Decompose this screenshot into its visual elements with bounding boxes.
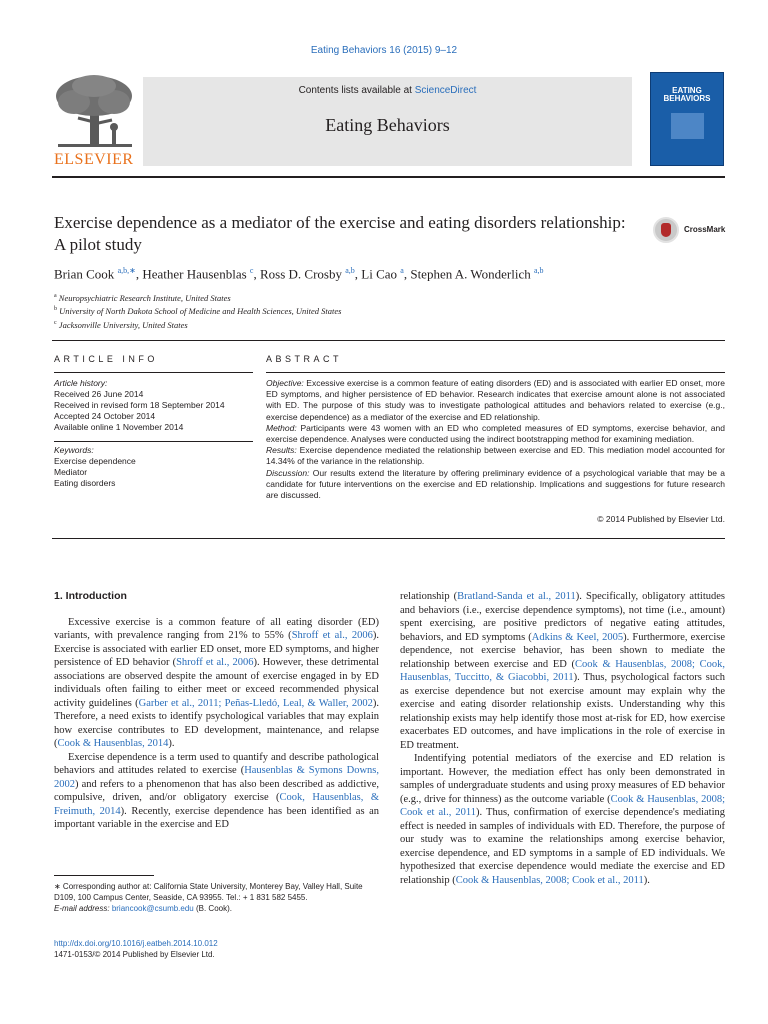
affiliation-item xyxy=(54,318,554,331)
author-name[interactable]: , Ross D. Crosby xyxy=(253,266,346,282)
author-affiliation-mark[interactable]: a xyxy=(400,266,404,275)
body-text: ). Specifically, obligatory attitudes and behaviors (i.e., exercise dependence symptoms), not time (i.e., amount) spent exercising, are positive predictors of negative eating attitudes, behaviors, and ED symptoms ( xyxy=(400,591,726,643)
crossmark-label: CrossMark xyxy=(684,225,726,234)
method-label: Method: xyxy=(266,422,297,433)
citation-link[interactable]: Bratland-Sanda et al., 2011 xyxy=(457,591,576,602)
affiliation-text: University of North Dakota School of Medicine and Health Sciences, United States xyxy=(57,306,342,317)
body-text: Excessive exercise is a common feature of all eating disorder (ED) variants, with prevalence ranging from 21% to 55% ( xyxy=(54,616,379,641)
journal-name[interactable]: Eating Behaviors xyxy=(325,115,450,135)
affiliation-text: Jacksonville University, United States xyxy=(56,319,188,330)
author-name[interactable]: , Li Cao xyxy=(354,266,401,282)
cover-title-line-1: EATING xyxy=(672,86,702,95)
contents-line xyxy=(143,85,632,96)
article-title: Exercise dependence as a mediator of the exercise and eating disorders relationship: A pilot study xyxy=(54,213,626,254)
body-text: ). Thus, confirmation of exercise dependence's mediating effect is needed in samples of individuals with ED. Therefore, the purpose of our study was to examine the relationships among exercise behavior, exercise dependence, and ED symptoms in a sample of ED individuals. We hypothesized that exercise dependence would mediate the exercise and ED relationship ( xyxy=(400,807,725,886)
section-heading-introduction: 1. Introduction xyxy=(54,590,127,602)
author-affiliation-mark[interactable]: a,b xyxy=(345,266,355,275)
footnote-mark: ∗ xyxy=(54,882,61,891)
citation-link[interactable]: Garber et al., 2011; Peñas-Lledó, Leal, & Waller, 2002 xyxy=(138,697,373,709)
body-text: Indentifying potential mediators of the exercise and ED relation is important. However, the mediation effect has only been demonstrated in samples of undergraduate students and using proxy measures of ED behavior (e.g., drive for thinness) as the outcome variable ( xyxy=(400,753,725,805)
corresponding-author-footnote xyxy=(54,882,384,914)
history-label: Article history: xyxy=(54,378,108,388)
body-text: ). Furthermore, exercise dependence, not exercise behavior, has been shown to mediate the relationship between exercise and ED ( xyxy=(400,631,726,670)
body-column-right xyxy=(400,590,725,887)
objective-label: Objective: xyxy=(266,378,304,388)
keyword-item: Eating disorders xyxy=(54,478,116,488)
keywords-rule xyxy=(54,441,253,442)
citation-link[interactable]: Cook & Hausenblas, 2008; Cook et al., 2011 xyxy=(455,874,644,886)
citation-link[interactable]: Cook & Hausenblas, 2008; Cook, Hausenblas, Tuccitto, & Giacobbi, 2011 xyxy=(400,658,725,683)
journal-cover-image[interactable] xyxy=(650,72,724,166)
cover-title-line-2: BEHAVIORS xyxy=(663,94,711,103)
citation-link[interactable]: Shroff et al., 2006 xyxy=(176,657,254,668)
author-affiliation-mark[interactable]: a,b,∗ xyxy=(117,266,136,275)
elsevier-tree-logo[interactable] xyxy=(52,72,137,167)
author-affiliation-mark[interactable]: c xyxy=(249,266,254,275)
citation-link[interactable]: Hausenblas & Symons Downs, 2002 xyxy=(54,765,379,790)
author-list xyxy=(54,266,714,282)
history-item: Received in revised form 18 September 2014 xyxy=(54,400,225,410)
author-name[interactable]: , Stephen A. Wonderlich xyxy=(403,266,534,282)
body-text: ). However, these detrimental associations are observed despite the amount of exercise engaged in by ED individuals often failing to either meet or exceed recommended physical activity guidelines ( xyxy=(54,657,380,709)
masthead-divider xyxy=(52,176,725,178)
body-text: ) and refers to a phenomenon that has also been described as addictive, compulsive, driven, and/or obligatory exercise ( xyxy=(54,778,379,803)
body-text: ). xyxy=(643,874,650,886)
abstract-rule xyxy=(266,372,725,373)
elsevier-wordmark: ELSEVIER xyxy=(54,151,134,168)
keyword-item: Mediator xyxy=(54,467,88,477)
citation-link[interactable]: Cook & Hausenblas, 2008; Cook et al., 2011 xyxy=(400,793,725,818)
discussion-label: Discussion: xyxy=(266,467,310,478)
citation-link[interactable]: Shroff et al., 2006 xyxy=(291,630,373,641)
footnote-rule xyxy=(54,875,154,876)
history-item: Accepted 24 October 2014 xyxy=(54,411,156,421)
affiliation-mark: b xyxy=(54,306,57,313)
page-footer xyxy=(54,939,384,960)
citation-link[interactable]: Cook, Hausenblas, & Freimuth, 2014 xyxy=(54,792,379,817)
author-name[interactable]: Brian Cook xyxy=(54,266,118,282)
affiliation-text: Neuropsychiatric Research Institute, United States xyxy=(56,292,231,303)
body-text: ). Recently, exercise dependence has been identified as an important variable in the exercise and ED xyxy=(54,805,380,830)
body-text: ). Therefore, a need exists to identify psychological variables that may explain how exercise contributes to ED development, maintenance, and relapse ( xyxy=(54,697,379,749)
paragraph xyxy=(400,752,725,887)
abstract-heading: ABSTRACT xyxy=(266,354,343,364)
abstract-text xyxy=(266,378,725,501)
keyword-item: Exercise dependence xyxy=(54,456,136,466)
article-info-rule xyxy=(54,372,253,373)
body-text: ). Exercise is associated with earlier ED onset, more ED symptoms, and higher persistence of ED behavior ( xyxy=(54,630,379,668)
abstract-divider xyxy=(52,538,725,539)
paragraph xyxy=(54,616,379,751)
citation-link[interactable]: Cook & Hausenblas, 2014 xyxy=(57,738,169,749)
crossmark-icon xyxy=(653,217,679,243)
affiliation-item xyxy=(54,304,554,317)
paragraph xyxy=(400,590,725,752)
issn-line: 1471-0153/© 2014 Published by Elsevier Ltd. xyxy=(54,949,215,959)
email-label: E-mail address: xyxy=(54,903,110,913)
contents-prefix: Contents lists available at xyxy=(298,85,415,96)
tree-icon xyxy=(52,72,137,152)
corresponding-text: Corresponding author at: California State University, Monterey Bay, Valley Hall, Suite D109, 100 Campus Center, Seaside, CA 93955. Tel.: + 1 831 582 5455. xyxy=(54,882,363,902)
article-info-heading: ARTICLE INFO xyxy=(54,354,158,364)
author-name[interactable]: , Heather Hausenblas xyxy=(135,266,250,282)
body-column-left xyxy=(54,590,379,832)
results-text: Exercise dependence mediated the relationship between exercise and ED. This mediation model accounted for 14.34% of the variance in the relationship. xyxy=(266,445,725,467)
masthead xyxy=(52,72,725,167)
sciencedirect-link[interactable]: ScienceDirect xyxy=(414,85,477,96)
body-text: ). xyxy=(168,738,175,749)
cover-graphic xyxy=(671,113,704,139)
info-divider xyxy=(52,340,725,341)
cover-title xyxy=(651,87,723,103)
keywords-block xyxy=(54,445,254,489)
affiliation-item xyxy=(54,291,554,304)
history-item: Received 26 June 2014 xyxy=(54,389,144,399)
abstract-copyright: © 2014 Published by Elsevier Ltd. xyxy=(597,514,725,524)
citation-link[interactable]: Adkins & Keel, 2005 xyxy=(531,631,624,643)
doi-link[interactable]: http://dx.doi.org/10.1016/j.eatbeh.2014.10.012 xyxy=(54,939,218,948)
body-text: Exercise dependence is a term used to quantify and describe pathological behaviors and attitudes related to exercise ( xyxy=(54,751,379,776)
discussion-text: Our results extend the literature by offering preliminary evidence of a psychological variable that may be a candidate for future interventions on the exercise and ED relationship. Implications and suggestions for future research are discussed. xyxy=(266,467,725,501)
paragraph xyxy=(54,751,379,832)
crossmark-button[interactable] xyxy=(653,217,733,245)
article-history xyxy=(54,378,254,433)
journal-citation[interactable]: Eating Behaviors 16 (2015) 9–12 xyxy=(310,45,458,56)
email-link[interactable]: briancook@csumb.edu xyxy=(111,903,194,913)
author-affiliation-mark[interactable]: a,b xyxy=(533,266,544,275)
body-text: relationship ( xyxy=(400,591,458,602)
affiliation-mark: a xyxy=(54,293,57,299)
results-label: Results: xyxy=(266,445,297,456)
method-text: Participants were 43 women with an ED who completed measures of ED symptoms, exercise behavior, and exercise dependence. Analyses were conducted using the indirect bootstrapping method for examining mediation. xyxy=(266,422,725,445)
objective-text: Excessive exercise is a common feature of eating disorders (ED) and is associated with earlier ED onset, more ED symptoms, and higher persistence of ED behavior. Research indicates that exercise amount alone is not associated with ED. The purpose of this study was to investigate pathological attitudes and behaviors related to exercise (e.g., exercise dependence) as a mediator of the exercise and ED relationship. xyxy=(266,378,725,422)
affiliation-list xyxy=(54,291,554,331)
keywords-label: Keywords: xyxy=(54,445,94,455)
journal-banner xyxy=(143,77,632,166)
history-item: Available online 1 November 2014 xyxy=(54,422,184,432)
affiliation-mark: c xyxy=(54,319,57,326)
body-text: ). Thus, psychological factors such as exercise dependence but not exercise amount may explain why the exercise and eating disorder relationship exists. Understanding why this relationship exists may help identify those most at-risk for ED, how exercise exacerbates ED outcomes, and have implications in the role of exercise in ED treatment. xyxy=(400,672,725,751)
email-suffix: (B. Cook). xyxy=(193,903,232,913)
